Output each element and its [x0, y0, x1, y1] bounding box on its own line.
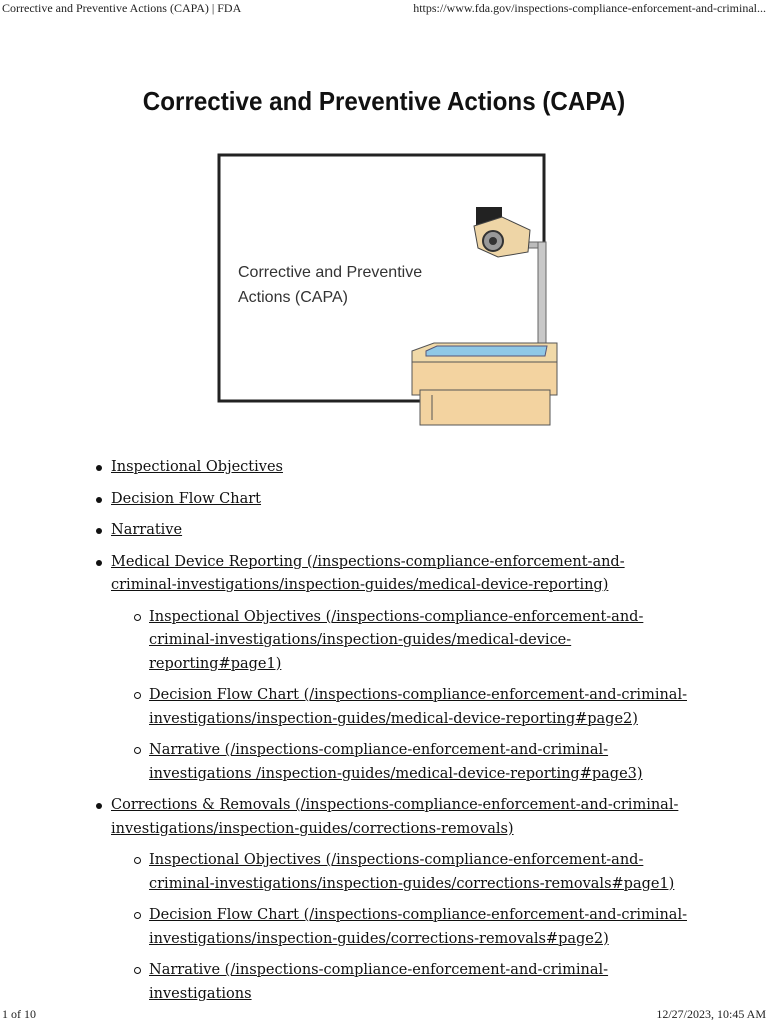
print-header [0, 0, 768, 18]
link-inspectional-objectives[interactable]: Inspectional Objectives [111, 459, 283, 475]
list-item [90, 794, 690, 1006]
link-cr-inspectional-objectives[interactable]: Inspectional Objectives (/inspections-compliance-enforcement-and-criminal-investigations/inspection-guides/corrections-removals#page1) [149, 852, 675, 892]
print-datetime: 12/27/2023, 10:45 AM [656, 1007, 766, 1021]
list-item [90, 519, 690, 543]
browser-url: https://www.fda.gov/inspections-compliance-enforcement-and-criminal... [413, 1, 766, 15]
link-cr-narrative[interactable]: Narrative (/inspections-compliance-enforcement-and-criminal-investigations [149, 962, 609, 1002]
browser-page-title: Corrective and Preventive Actions (CAPA) | FDA [2, 1, 242, 15]
cr-sub-list [111, 849, 690, 1006]
illustration-text-line1: Corrective and Preventive [238, 264, 423, 281]
capa-illustration [212, 150, 572, 440]
link-medical-device-reporting[interactable]: Medical Device Reporting (/inspections-compliance-enforcement-and-criminal-investigations/inspection-guides/medical-device-reporting) [111, 553, 625, 593]
list-item [111, 959, 690, 1006]
page-title: Corrective and Preventive Actions (CAPA) [142, 86, 626, 116]
list-item [90, 488, 690, 512]
link-cr-decision-flow-chart[interactable]: Decision Flow Chart (/inspections-compliance-enforcement-and-criminal-investigations/inspection-guides/corrections-removals#page2) [149, 907, 687, 947]
list-item [111, 904, 690, 951]
list-item [90, 456, 690, 480]
mdr-sub-list [111, 606, 690, 787]
list-item [111, 606, 690, 677]
list-item [90, 551, 690, 787]
link-corrections-removals[interactable]: Corrections & Removals (/inspections-compliance-enforcement-and-criminal-investigations/inspection-guides/corrections-removals) [111, 797, 679, 837]
link-narrative[interactable]: Narrative [111, 522, 183, 538]
link-mdr-decision-flow-chart[interactable]: Decision Flow Chart (/inspections-compliance-enforcement-and-criminal-investigations/inspection-guides/medical-device-reporting#page2) [149, 687, 687, 727]
list-item [111, 684, 690, 731]
page-count: 1 of 10 [2, 1007, 36, 1021]
list-item [111, 739, 690, 786]
link-decision-flow-chart[interactable]: Decision Flow Chart [111, 490, 262, 507]
print-footer [0, 1006, 768, 1024]
list-item [111, 849, 690, 896]
link-mdr-narrative[interactable]: Narrative (/inspections-compliance-enforcement-and-criminal-investigations /inspection-guides/medical-device-reporting#page3) [149, 742, 643, 782]
capa-nav-list [90, 456, 690, 1014]
link-mdr-inspectional-objectives[interactable]: Inspectional Objectives (/inspections-compliance-enforcement-and-criminal-investigations/inspection-guides/medical-device-reporting#page1) [149, 608, 644, 672]
illustration-text-line2: Actions (CAPA) [238, 289, 348, 306]
